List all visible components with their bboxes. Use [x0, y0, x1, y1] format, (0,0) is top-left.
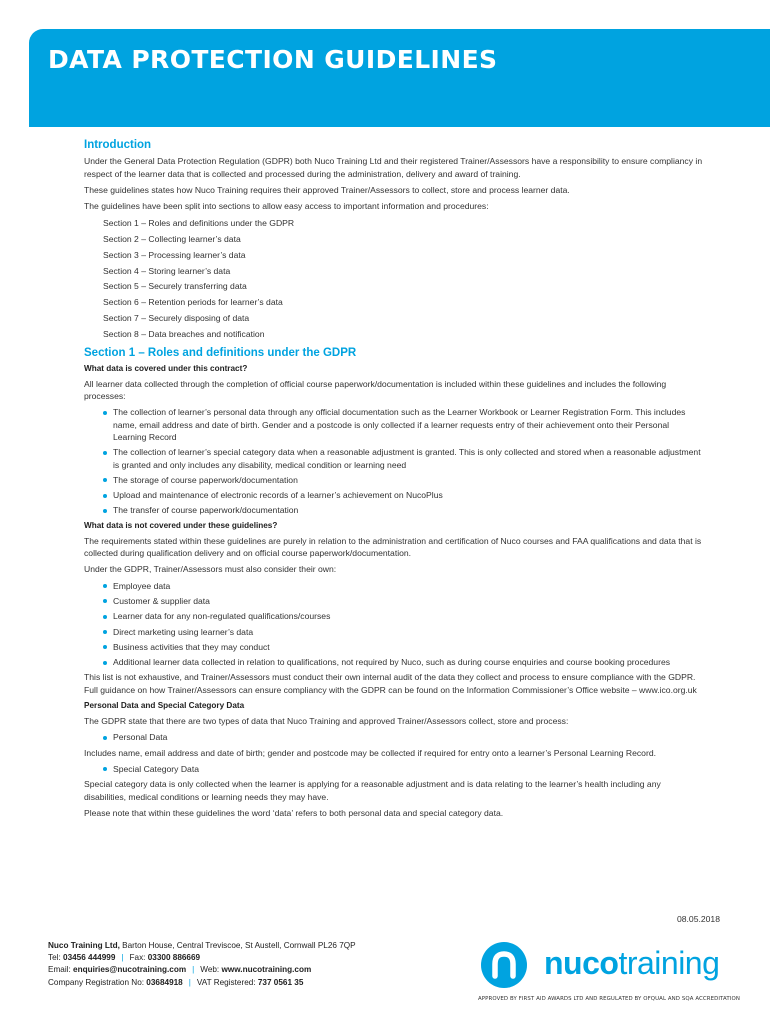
intro-paragraph-1: Under the General Data Protection Regulation (GDPR) both Nuco Training Ltd and their registered Trainer/Assessors have a responsibility to ensure compliancy in respect of the learner data that is collected and processed during the administration, delivery and award of training. [84, 156, 703, 179]
list-item: Customer & supplier data [113, 595, 704, 607]
section-list-item: Section 5 – Securely transferring data [103, 281, 247, 292]
list-item: Business activities that they may conduct [113, 641, 704, 653]
section-list-item: Section 7 – Securely disposing of data [103, 312, 250, 323]
not-covered-question: What data is not covered under these guidelines? [84, 520, 278, 530]
list-item: Additional learner data collected in relation to qualifications, not required by Nuco, such as during course enquiries and course booking procedures [113, 656, 704, 668]
list-item: The transfer of course paperwork/documentation [113, 504, 704, 516]
section1-heading: Section 1 – Roles and definitions under the GDPR [84, 346, 357, 359]
page-title: DATA PROTECTION GUIDELINES [48, 45, 498, 74]
separator: | [188, 977, 191, 987]
separator: | [121, 953, 124, 963]
intro-paragraph-2: These guidelines states how Nuco Training requires their approved Trainer/Assessors to collect, store and process learner data. [84, 184, 570, 195]
list-item: Learner data for any non-regulated qualifications/courses [113, 610, 704, 622]
not-covered-paragraph-2: Under the GDPR, Trainer/Assessors must also consider their own: [84, 564, 337, 575]
nuco-n-icon [480, 940, 536, 990]
intro-heading: Introduction [84, 139, 152, 151]
email-label: Email: [48, 965, 74, 975]
tel-label: Tel: [48, 953, 64, 963]
company-name: Nuco Training Ltd, [48, 941, 120, 950]
title-banner [29, 29, 770, 127]
separator: | [192, 965, 195, 975]
not-covered-paragraph-1: The requirements stated within these guidelines are purely in relation to the administration and certification of Nuco courses and FAA qualifications and data that is collected during qualification delivery and on official course paperwork/documentation. [84, 535, 702, 559]
personal-data-paragraph: The GDPR state that there are two types of data that Nuco Training and approved Trainer/Assessors collect, store and process: [84, 716, 569, 727]
logo-wordmark-bold: nuco [544, 945, 619, 981]
special-data-detail: Special category data is only collected when the learner is applying for a reasonable adjustment and is data relating to the learner’s health including any disabilities, medical conditions or learning needs they may have. [84, 779, 661, 802]
accreditation-note: APPROVED BY FIRST AID AWARDS LTD AND REGULATED BY OFQUAL AND SQA ACCREDITATION [478, 996, 740, 1002]
web-label: Web: [200, 965, 222, 975]
personal-data-list [84, 731, 704, 743]
document-body [84, 138, 704, 823]
personal-data-detail: Includes name, email address and date of birth; gender and postcode may be collected if required for entry onto a learner’s Personal Learning Record. [84, 747, 656, 758]
special-data-list [84, 763, 704, 775]
footer-contact [48, 940, 356, 989]
logo-wordmark [544, 943, 719, 983]
section-list-item: Section 2 – Collecting learner’s data [103, 233, 241, 244]
list-item: Personal Data [113, 731, 704, 743]
intro-paragraph-3: The guidelines have been split into sections to allow easy access to important information and procedures: [84, 200, 489, 211]
section-list-item: Section 8 – Data breaches and notification [103, 328, 265, 339]
vat-number: 737 0561 35 [257, 977, 304, 987]
logo-wordmark-light: training [618, 945, 720, 981]
nuco-training-logo [480, 940, 725, 990]
list-item: Employee data [113, 580, 704, 592]
web-link[interactable]: www.nucotraining.com [221, 965, 312, 975]
list-item: The collection of learner’s personal data through any official documentation such as the Learner Workbook or Learner Registration Form. This includes name, email address and date of birth. Gender and a postcode is only collected if a learner requests entry of their achievement onto their Personal Learning Record [113, 406, 704, 443]
list-item: Upload and maintenance of electronic records of a learner’s achievement on NucoPlus [113, 489, 704, 501]
company-address: Barton House, Central Treviscoe, St Austell, Cornwall PL26 7QP [119, 941, 356, 950]
footer-phone-line [48, 952, 356, 964]
footer-email-line [48, 964, 356, 976]
document-date: 08.05.2018 [676, 914, 720, 924]
not-exhaustive-paragraph: This list is not exhaustive, and Trainer/Assessors must conduct their own internal audit of the data they collect and process to ensure compliance with the GDPR. Full guidance on how Trainer/Assessors can ensure compliancy with the GDPR can be found on the Information Commissioner’s Office website – www.ico.org.uk [84, 672, 697, 696]
covered-paragraph: All learner data collected through the completion of official course paperwork/documentation is included within these guidelines and includes the following processes: [84, 378, 667, 402]
email-link[interactable]: enquiries@nucotraining.com [73, 965, 187, 975]
section-list-item: Section 1 – Roles and definitions under the GDPR [103, 218, 295, 229]
not-covered-list [84, 580, 704, 669]
footer-address-line [48, 940, 356, 952]
footer-registration-line [48, 977, 356, 989]
reg-label: Company Registration No: [48, 977, 147, 987]
list-item: Special Category Data [113, 763, 704, 775]
list-item: The storage of course paperwork/documentation [113, 474, 704, 486]
fax-label: Fax: [129, 953, 148, 963]
list-item: Direct marketing using learner’s data [113, 626, 704, 638]
covered-question: What data is covered under this contract? [84, 363, 248, 373]
vat-label: VAT Registered: [196, 977, 258, 987]
reg-number: 03684918 [146, 977, 183, 987]
personal-data-heading: Personal Data and Special Category Data [84, 701, 245, 711]
section-list-item: Section 4 – Storing learner’s data [103, 265, 231, 276]
covered-list [84, 406, 704, 516]
section-list-item: Section 3 – Processing learner’s data [103, 249, 246, 260]
section-list [103, 216, 704, 342]
section-list-item: Section 6 – Retention periods for learner’s data [103, 297, 283, 308]
list-item: The collection of learner’s special category data when a reasonable adjustment is granted. This is only collected and stored when a reasonable adjustment is granted and only includes any disability, medical condition or learning need [113, 446, 704, 471]
tel-number: 03456 444999 [63, 953, 116, 963]
fax-number: 03300 886669 [147, 953, 201, 963]
note-paragraph: Please note that within these guidelines the word ‘data’ refers to both personal data and special category data. [84, 807, 504, 818]
